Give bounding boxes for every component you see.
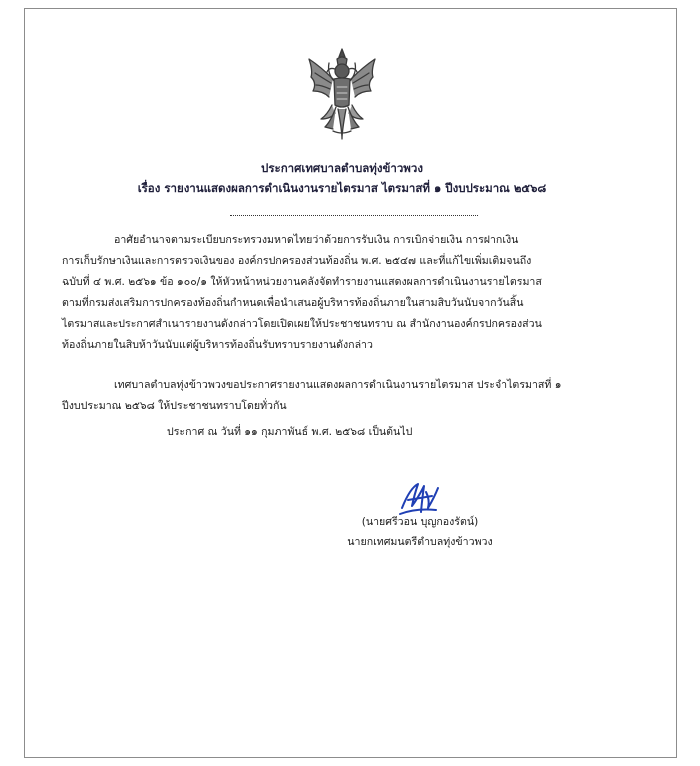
- body-paragraph-2: [62, 375, 624, 417]
- signatory-title: นายกเทศมนตรีตำบลทุ่งข้าวพวง: [347, 536, 493, 548]
- paragraph-line: ฉบับที่ ๔ พ.ศ. ๒๕๖๑ ข้อ ๑๐๐/๑ ให้หัวหน้าหน่วยงานคลังจัดทำรายงานแสดงผลการดำเนินงานรายไตรมาส: [62, 276, 542, 288]
- announcement-subject: เรื่อง รายงานแสดงผลการดำเนินงานรายไตรมาส ไตรมาสที่ ๑ ปีงบประมาณ ๒๕๖๘: [137, 181, 547, 195]
- paragraph-line: ปีงบประมาณ ๒๕๖๘ ให้ประชาชนทราบโดยทั่วกัน: [62, 400, 287, 412]
- dotted-divider: [230, 215, 478, 216]
- paragraph-line: การเก็บรักษาเงินและการตรวจเงินของ องค์กรปกครองส่วนท้องถิ่น พ.ศ. ๒๕๔๗ และที่แก้ไขเพิ่มเติมจนถึง: [62, 255, 532, 267]
- paragraph-line: ตามที่กรมส่งเสริมการปกครองท้องถิ่นกำหนดเพื่อนำเสนอผู้บริหารท้องถิ่นภายในสามสิบวันนับจากวันสิ้น: [62, 297, 524, 309]
- paragraph-line: ท้องถิ่นภายในสิบห้าวันนับแต่ผู้บริหารท้องถิ่นรับทราบรายงานดังกล่าว: [62, 339, 373, 351]
- body-paragraph-1: [62, 230, 624, 356]
- paragraph-line: อาศัยอำนาจตามระเบียบกระทรวงมหาดไทยว่าด้วยการรับเงิน การเบิกจ่ายเงิน การฝากเงิน: [114, 234, 519, 246]
- announcement-date: ประกาศ ณ วันที่ ๑๑ กุมภาพันธ์ พ.ศ. ๒๕๖๘ เป็นต้นไป: [167, 426, 413, 438]
- announcement-heading: [0, 158, 684, 198]
- signatory-name: (นายศรีวอน บุญกองรัตน์): [361, 516, 479, 528]
- paragraph-line: ไตรมาสและประกาศสำเนารายงานดังกล่าวโดยเปิดเผยให้ประชาชนทราบ ณ สำนักงานองค์กรปกครองส่วน: [62, 318, 542, 330]
- garuda-emblem-icon: [303, 47, 381, 142]
- announcement-title: ประกาศเทศบาลตำบลทุ่งข้าวพวง: [261, 161, 423, 175]
- paragraph-line: เทศบาลตำบลทุ่งข้าวพวงขอประกาศรายงานแสดงผลการดำเนินงานรายไตรมาส ประจำไตรมาสที่ ๑: [114, 379, 562, 391]
